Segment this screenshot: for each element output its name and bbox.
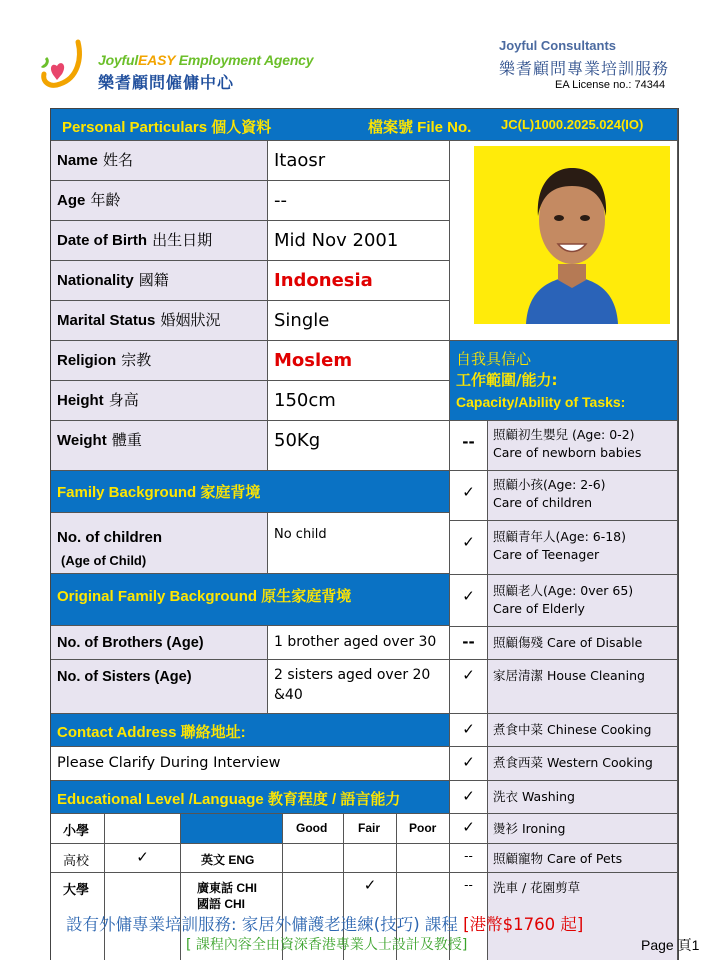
religion-label: Religion 宗教: [51, 341, 268, 381]
contact-value-text: Please Clarify During Interview: [57, 755, 281, 771]
task-mark: ✓: [450, 714, 488, 747]
edu-level-university: 大學: [51, 873, 105, 960]
task-item: 照顧初生嬰兒 (Age: 0-2) Care of newborn babies: [488, 421, 678, 471]
file-label: 檔案號 File No.: [368, 119, 472, 136]
edu-mark-highschool: ✓: [105, 844, 181, 873]
sisters-value: [268, 660, 450, 714]
lang-chinese-cantonese: 廣東話 CHI: [197, 881, 258, 895]
weight-value: 50Kg: [268, 421, 450, 471]
age-value: --: [268, 181, 450, 221]
age-label: Age 年齡: [51, 181, 268, 221]
lang-english-fair: [344, 844, 397, 873]
brothers-label-text: No. of Brothers (Age): [57, 635, 204, 651]
task-mark: ✓: [450, 521, 488, 575]
contact-header: [51, 714, 450, 747]
task-item: 洗衣 Washing: [488, 781, 678, 814]
agency-name-en: JoyfulEASY Employment Agency: [98, 52, 314, 68]
task-mark: ✓: [450, 660, 488, 714]
nationality-label: Nationality 國籍: [51, 261, 268, 301]
lang-english-good: [283, 844, 344, 873]
children-value: [268, 513, 450, 574]
edu-mark-primary: [105, 814, 181, 844]
task-item: 照顧青年人(Age: 6-18) Care of Teenager: [488, 521, 678, 575]
task-item: 煮食中菜 Chinese Cooking: [488, 714, 678, 747]
task-mark: ✓: [450, 747, 488, 781]
task-item: 煮食西菜 Western Cooking: [488, 747, 678, 781]
task-mark: ✓: [450, 575, 488, 627]
file-number: JC(L)1000.2025.024(IO): [501, 117, 644, 132]
task-mark: --: [450, 844, 488, 873]
task-mark: --: [450, 627, 488, 660]
lang-chinese-mandarin: 國語 CHI: [197, 897, 246, 911]
original-family-header-text: Original Family Background 原生家庭背境: [57, 588, 352, 605]
brothers-value-text: 1 brother aged over 30: [274, 634, 437, 650]
family-header-text: Family Background 家庭背境: [57, 484, 261, 501]
sisters-value-line1: 2 sisters aged over 20: [274, 667, 431, 683]
lang-header-good: Good: [283, 814, 344, 844]
lang-chinese-fair: ✓: [344, 873, 397, 960]
name-value: Itaosr: [268, 141, 450, 181]
task-item: 燙衫 Ironing: [488, 814, 678, 844]
consultants-name-cn: 樂耆顧問專業培訓服務: [499, 59, 670, 78]
page-number: Page 頁1: [641, 937, 700, 953]
religion-value: Moslem: [268, 341, 450, 381]
agency-name-cn: 樂耆顧問僱傭中心: [98, 73, 235, 92]
task-mark: --: [450, 421, 488, 471]
task-item: 照顧老人(Age: 0ver 65) Care of Elderly: [488, 575, 678, 627]
lang-english: 英文 ENG: [181, 844, 283, 873]
lang-header-fair: Fair: [344, 814, 397, 844]
capacity-line3: Capacity/Ability of Tasks:: [456, 394, 626, 410]
task-mark: ✓: [450, 814, 488, 844]
training-price: [港幣$1760 起]: [463, 915, 584, 934]
training-promo: 設有外傭專業培訓服務: 家居外傭護老進練(技巧) 課程 [港幣$1760 起]: [66, 915, 584, 934]
sisters-label: [51, 660, 268, 714]
lang-header-poor: Poor: [397, 814, 450, 844]
children-label: [51, 513, 268, 574]
brothers-value: [268, 626, 450, 660]
ea-license: EA License no.: 74344: [555, 79, 666, 91]
task-mark: ✓: [450, 471, 488, 521]
family-background-header: [51, 471, 450, 513]
capacity-line2: 工作範圍/能力:: [456, 371, 558, 389]
weight-label: Weight 體重: [51, 421, 268, 471]
edu-level-highschool: 高校: [51, 844, 105, 873]
height-label: Height 身高: [51, 381, 268, 421]
children-label-text: No. of children: [57, 529, 162, 546]
sisters-label-text: No. of Sisters (Age): [57, 669, 192, 685]
task-item: 照顧小孩(Age: 2-6) Care of children: [488, 471, 678, 521]
section-title: Personal Particulars 個人資料: [62, 119, 272, 136]
edu-lang-header-blank: [181, 814, 283, 844]
children-value-text: No child: [274, 527, 327, 542]
name-label: Name 姓名: [51, 141, 268, 181]
agency-logo: [38, 38, 96, 94]
contact-header-text: Contact Address 聯絡地址:: [57, 724, 246, 741]
marital-status-label: Marital Status 婚姻狀況: [51, 301, 268, 341]
education-header: [51, 781, 450, 814]
resume-table: [50, 108, 679, 960]
original-family-header: [51, 574, 450, 626]
photo-frame: [450, 141, 678, 341]
task-mark: --: [450, 873, 488, 960]
task-item: 照顧寵物 Care of Pets: [488, 844, 678, 873]
task-item: 家居清潔 House Cleaning: [488, 660, 678, 714]
task-item: 洗車 / 花園剪草: [488, 873, 678, 960]
edu-level-primary: 小學: [51, 814, 105, 844]
dob-value: Mid Nov 2001: [268, 221, 450, 261]
lang-english-poor: [397, 844, 450, 873]
consultants-name-en: Joyful Consultants: [499, 38, 617, 53]
height-value: 150cm: [268, 381, 450, 421]
dob-label: Date of Birth 出生日期: [51, 221, 268, 261]
nationality-value: Indonesia: [268, 261, 450, 301]
marital-status-value: Single: [268, 301, 450, 341]
task-item: 照顧傷殘 Care of Disable: [488, 627, 678, 660]
sisters-value-line2: &40: [274, 687, 303, 703]
task-mark: ✓: [450, 781, 488, 814]
children-sub-label: (Age of Child): [61, 553, 147, 568]
education-header-text: Educational Level /Language 教育程度 / 語言能力: [57, 791, 401, 808]
training-note: [ 課程內容全由資深香港專業人士設計及教授]: [186, 937, 468, 953]
title-bar: [51, 108, 678, 141]
brothers-label: [51, 626, 268, 660]
capacity-line1: 自我具信心: [456, 350, 532, 368]
capacity-header: [450, 341, 678, 421]
contact-value: [51, 747, 450, 781]
candidate-photo: [474, 146, 670, 324]
